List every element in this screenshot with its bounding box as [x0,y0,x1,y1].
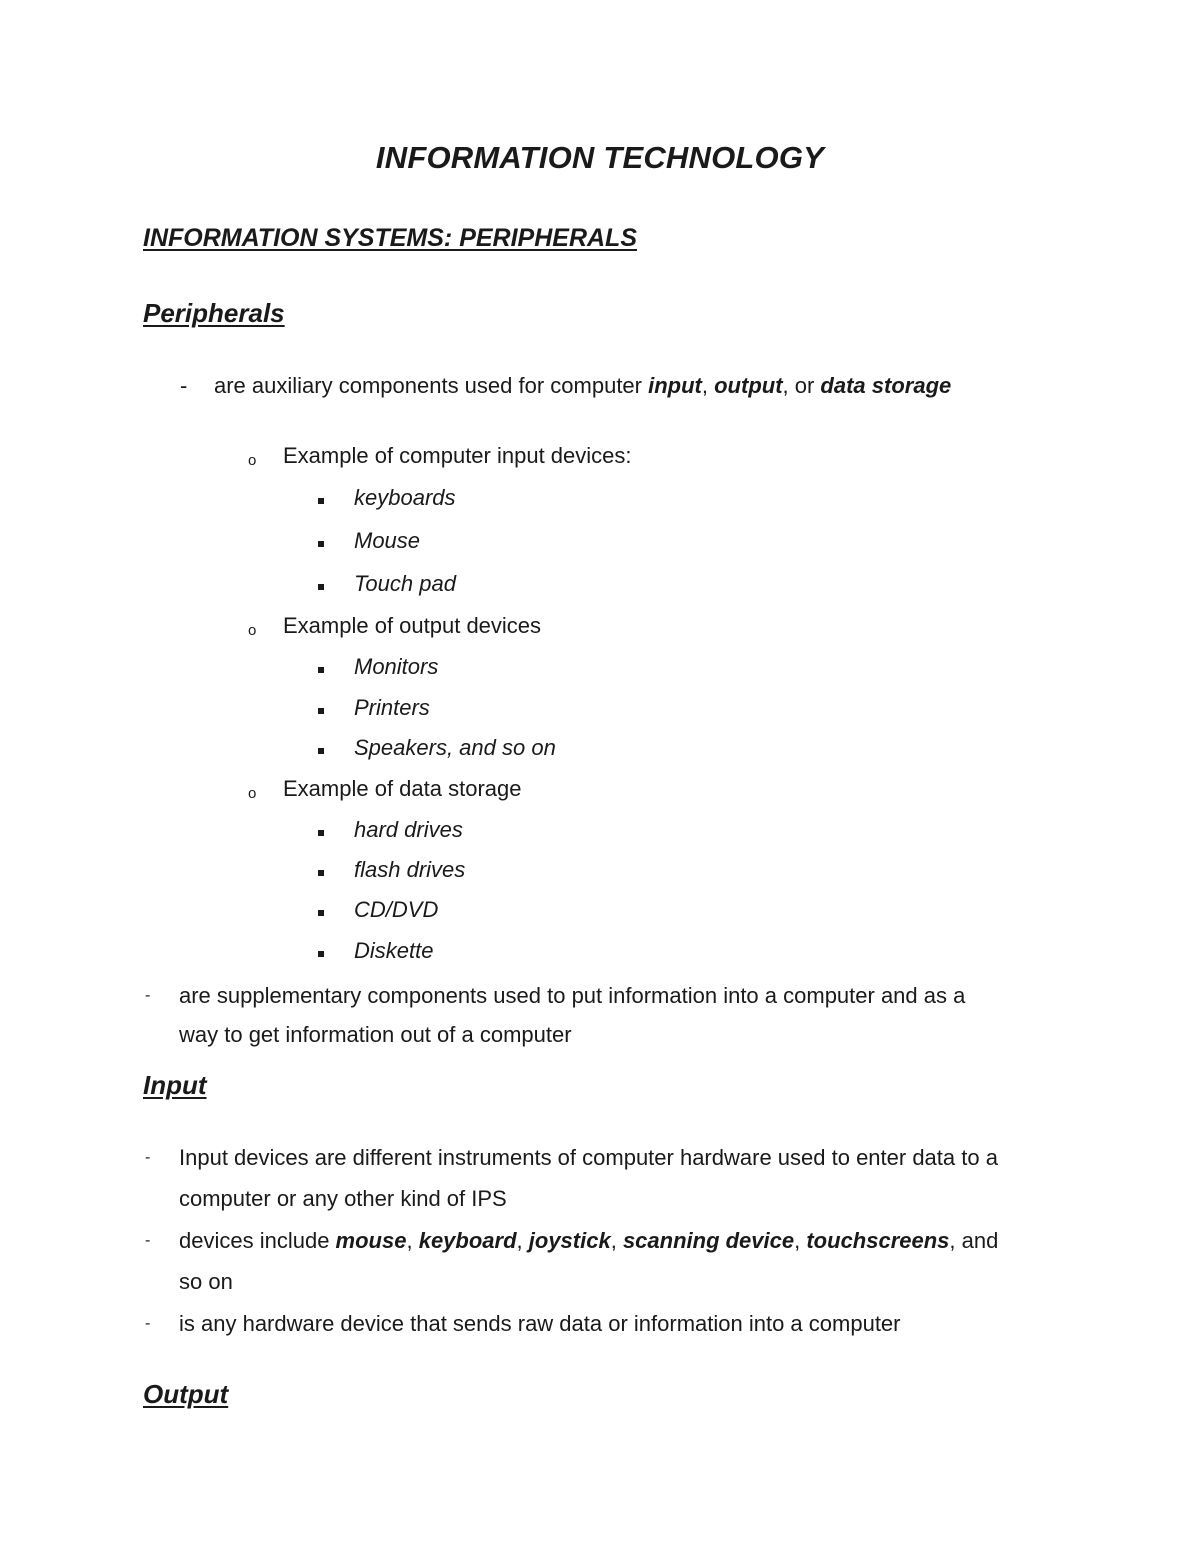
list-item: CD/DVD [354,897,439,922]
input-bullet-2-line2: so on [179,1269,233,1294]
keyword-data-storage: data storage [820,373,952,398]
separator: , or [782,373,821,398]
list-item: Speakers, and so on [354,735,556,760]
keyword-input: input [648,373,702,398]
input-bullet-2-line1 [179,1228,998,1254]
separator: , and [949,1228,999,1253]
document-title: INFORMATION TECHNOLOGY [375,140,825,175]
heading-input: Input [143,1070,207,1100]
input-bullet-1-line2: computer or any other kind of IPS [179,1186,507,1211]
square-bullet-icon [318,937,324,963]
group-label-output-devices: Example of output devices [283,613,542,638]
keyword-scanning-device: scanning device [622,1228,795,1253]
peripherals-definition-2-line2: way to get information out of a computer [179,1022,572,1047]
input-bullet-1-line1: Input devices are different instruments of computer hardware used to enter data to a [179,1145,998,1170]
list-item: Diskette [354,938,434,963]
list-item: Mouse [354,528,421,553]
peripherals-definition-1 [214,373,951,399]
definition-text: are auxiliary components used for computer [214,373,649,398]
separator: , [516,1228,529,1253]
separator: , [794,1228,807,1253]
dash-bullet: - [180,373,188,398]
group-label-data-storage: Example of data storage [283,776,522,801]
square-bullet-icon [318,734,324,760]
square-bullet-icon [318,570,324,596]
square-bullet-icon [318,527,324,553]
square-bullet-icon [318,653,324,679]
keyword-output: output [714,373,783,398]
square-bullet-icon [318,694,324,720]
separator: , [610,1228,623,1253]
dash-bullet: - [145,987,151,1004]
keyword-keyboard: keyboard [418,1228,517,1253]
bullet-text: devices include [179,1228,336,1253]
square-bullet-icon [318,484,324,510]
keyword-touchscreens: touchscreens [806,1228,950,1253]
list-item: Touch pad [354,571,456,596]
keyword-joystick: joystick [528,1228,611,1253]
circle-bullet: o [248,622,257,639]
list-item: Monitors [354,654,439,679]
list-item: Printers [354,695,430,720]
square-bullet-icon [318,896,324,922]
section-subtitle: INFORMATION SYSTEMS: PERIPHERALS [143,224,638,252]
keyword-mouse: mouse [335,1228,407,1253]
peripherals-definition-2-line1: are supplementary components used to put information into a computer and as a [179,983,966,1008]
circle-bullet: o [248,452,257,469]
square-bullet-icon [318,856,324,882]
group-label-input-devices: Example of computer input devices: [283,443,632,468]
dash-bullet: - [145,1149,151,1166]
heading-output: Output [143,1379,229,1409]
list-item: flash drives [354,857,466,882]
separator: , [406,1228,419,1253]
dash-bullet: - [145,1232,151,1249]
circle-bullet: o [248,785,257,802]
input-bullet-3: is any hardware device that sends raw data or information into a computer [179,1311,901,1336]
dash-bullet: - [145,1315,151,1332]
list-item: keyboards [354,485,456,510]
separator: , [701,373,715,398]
heading-peripherals: Peripherals [143,298,285,328]
square-bullet-icon [318,816,324,842]
list-item: hard drives [354,817,463,842]
